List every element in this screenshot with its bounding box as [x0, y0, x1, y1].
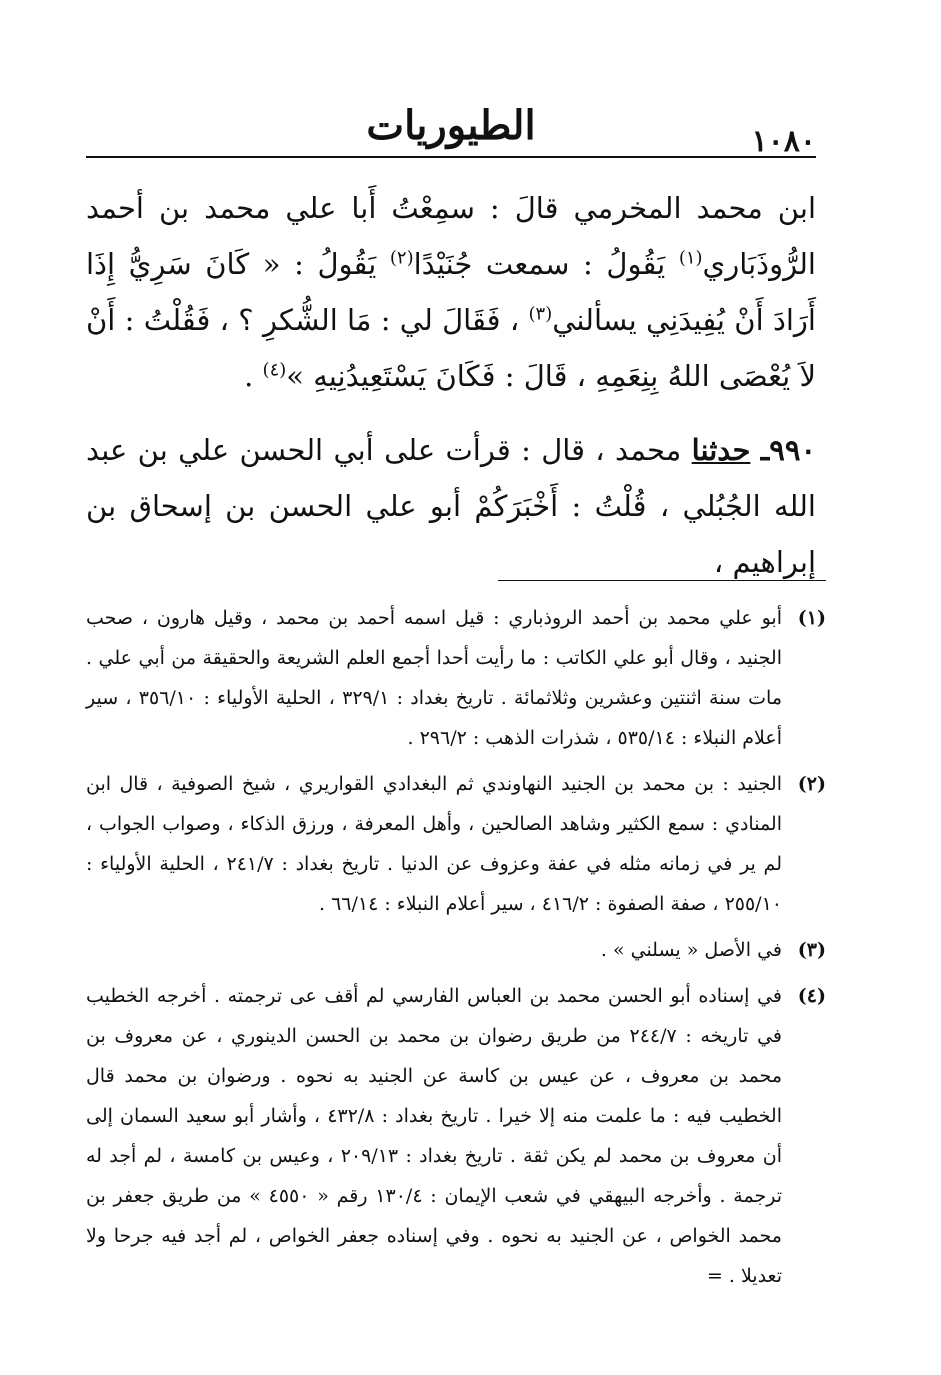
footnote: [86, 976, 826, 1296]
footnote-text: الجنيد : بن محمد بن الجنيد النهاوندي ثم البغدادي القواريري ، شيخ الصوفية ، قال ابن المنادي : سمع الكثير وشاهد الصالحين ، وأهل المعرفة ، ورزق الذكاء ، وصواب الجواب ، لم ير في زمانه مثله في عفة وعزوف عن الدنيا . تاريخ بغداد : ٢٤١/٧ ، الحلية الأولياء : ٢٥٥/١٠ ، صفة الصفوة : ٤١٦/٢ ، سير أعلام النبلاء : ٦٦/١٤ .: [86, 773, 782, 915]
footnote: [86, 930, 826, 970]
text-segment: ، فَقَالَ لي : مَا الشُّكرِ ؟ ، فَقُلْتُ : أَنْ لاَ يُعْصَى اللهُ بِنِعَمِهِ ، قَالَ : فَكَانَ يَسْتَعِيدُنِيهِ »: [86, 303, 816, 393]
footnote-text: في إسناده أبو الحسن محمد بن العباس الفارسي لم أقف عى ترجمته . أخرجه الخطيب في تاريخه : ٢٤٤/٧ من طريق رضوان بن محمد بن الحسن الدينوري ، عن معروف بن محمد بن معروف ، عن عيس بن كاسة عن الجنيد به نحوه . ورضوان بن محمد قال الخطيب فيه : ما علمت منه إلا خيرا . تاريخ بغداد : ٤٣٢/٨ ، وأشار أبو سعيد السمان إلى أن معروف بن محمد لم يكن ثقة . تاريخ بغداد : ٢٠٩/١٣ ، وعيس بن كامسة ، لم أجد له ترجمة . وأخرجه البيهقي في شعب الإيمان : ١٣٠/٤ رقم « ٤٥٥٠ » من طريق جعفر بن محمد الخواص ، عن الجنيد به نحوه . وفي إسناده جعفر الخواص ، لم أجد فيه جرحا ولا تعديلا . =: [86, 985, 783, 1287]
text-segment: يَقُولُ : سمعت جُنَيْدًا: [413, 247, 679, 281]
footnote-text: في الأصل « يسلني » .: [600, 939, 782, 961]
haddathana-word: حدثنا: [691, 433, 751, 467]
narration-paragraph: [86, 422, 816, 590]
text-segment: يَقُولُ : « كَانَ سَرِيُّ إِذَا أَرَادَ أَنْ يُفِيدَنِي يسألني: [86, 247, 816, 337]
footnote: [86, 764, 826, 924]
footnote-number: (٤): [797, 985, 826, 1007]
main-text: [86, 180, 816, 600]
footnote-ref[interactable]: (٢): [389, 247, 414, 269]
footnote-ref[interactable]: (١): [678, 247, 703, 269]
text-segment: ابن محمد المخرمي قالَ : سمِعْتُ أَبا علي محمد بن أحمد الرُّوذَبَاري: [86, 191, 816, 281]
footnote: [86, 598, 826, 758]
page-header: [86, 98, 816, 158]
footnote-number: (١): [797, 607, 826, 629]
header-divider: [86, 156, 816, 158]
text-paragraph: [86, 180, 816, 404]
page-number: ١٠٨٠: [751, 124, 816, 159]
footnote-number: (٢): [797, 773, 826, 795]
running-title: الطيوريات: [366, 102, 536, 149]
footnote-text: أبو علي محمد بن أحمد الروذباري : قيل اسمه أحمد بن محمد ، وقيل هارون ، صحب الجنيد ، وقال أبو علي الكاتب : ما رأيت أحدا أجمع العلم الشريعة والحقيقة من أبي علي . مات سنة اثنتين وعشرين وثلاثمائة . تاريخ بغداد : ٣٢٩/١ ، الحلية الأولياء : ٣٥٦/١٠ ، سير أعلام النبلاء : ٥٣٥/١٤ ، شذرات الذهب : ٢٩٦/٢ .: [86, 607, 782, 749]
footnote-ref[interactable]: (٤): [262, 359, 287, 381]
hadith-number: ٩٩٠ـ: [760, 433, 817, 467]
footnote-divider: [498, 580, 826, 581]
footnotes: [86, 598, 826, 1302]
narration-text: محمد ، قال : قرأت على أبي الحسن علي بن عبد الله الجُبُلي ، قُلْتُ : أَخْبَرَكُمْ أبو علي الحسن بن إسحاق بن إبراهيم ،: [86, 433, 816, 579]
text-segment: .: [244, 359, 263, 393]
footnote-number: (٣): [797, 939, 826, 961]
footnote-ref[interactable]: (٣): [528, 303, 553, 325]
